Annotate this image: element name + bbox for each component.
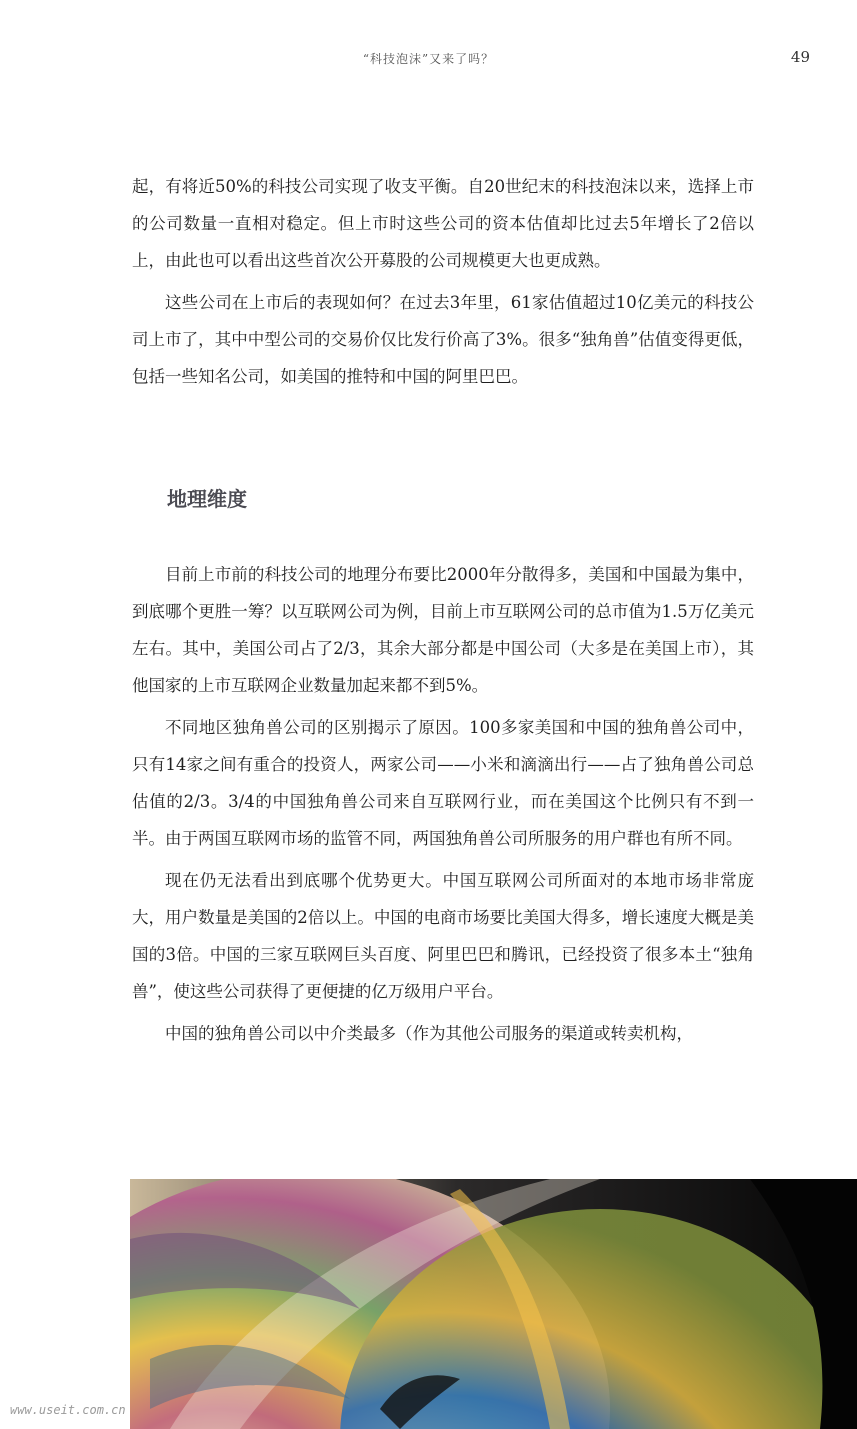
body-text-top [132,168,754,400]
paragraph: 不同地区独角兽公司的区别揭示了原因。100多家美国和中国的独角兽公司中，只有14家之间有重合的投资人，两家公司——小米和滴滴出行——占了独角兽公司总估值的2/3。3/4的中国独角兽公司来自互联网行业，而在美国这个比例只有不到一半。由于两国互联网市场的监管不同，两国独角兽公司所服务的用户群也有所不同。 [132,718,754,848]
paragraph: 中国的独角兽公司以中介类最多（作为其他公司服务的渠道或转卖机构， [165,1024,693,1043]
section-heading: 地理维度 [167,487,247,511]
running-title: “科技泡沫”又来了吗？ [362,52,495,66]
paragraph: 这些公司在上市后的表现如何？在过去3年里，61家估值超过10亿美元的科技公司上市了，其中中型公司的交易价仅比发行价高了3%。很多“独角兽”估值变得更低，包括一些知名公司，如美国的推特和中国的阿里巴巴。 [132,293,754,386]
page-number: 49 [790,48,810,66]
watermark-text: www.useit.com.cn [10,1403,126,1417]
paragraph: 起，有将近50%的科技公司实现了收支平衡。自20世纪末的科技泡沫以来，选择上市的公司数量一直相对稳定。但上市时这些公司的资本估值却比过去5年增长了2倍以上，由此也可以看出这些首次公开募股的公司规模更大也更成熟。 [132,177,754,270]
soap-bubble-photo [130,1179,857,1429]
paragraph: 现在仍无法看出到底哪个优势更大。中国互联网公司所面对的本地市场非常庞大，用户数量是美国的2倍以上。中国的电商市场要比美国大得多，增长速度大概是美国的3倍。中国的三家互联网巨头百度、阿里巴巴和腾讯，已经投资了很多本土“独角兽”，使这些公司获得了更便捷的亿万级用户平台。 [132,871,754,1001]
paragraph: 目前上市前的科技公司的地理分布要比2000年分散得多，美国和中国最为集中，到底哪个更胜一筹？以互联网公司为例，目前上市互联网公司的总市值为1.5万亿美元左右。其中，美国公司占了2/3，其余大部分都是中国公司（大多是在美国上市），其他国家的上市互联网企业数量加起来都不到5%。 [132,565,754,695]
body-text-section [132,556,754,1057]
